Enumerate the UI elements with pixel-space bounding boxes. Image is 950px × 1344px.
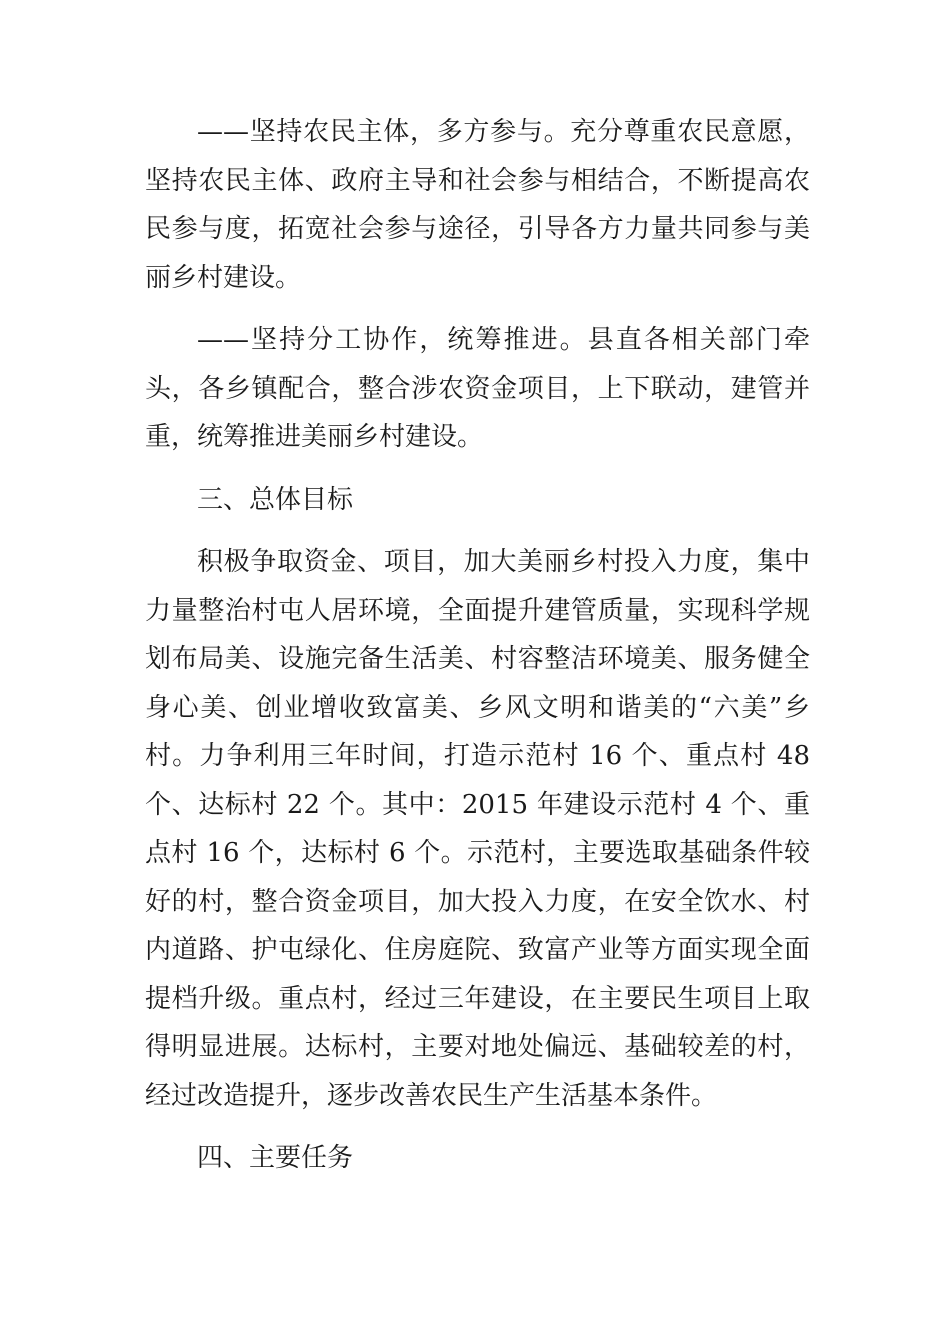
paragraph-principle-coordination: ——坚持分工协作，统筹推进。县直各相关部门牵头，各乡镇配合，整合涉农资金项目，上下联动，建管并重，统筹推进美丽乡村建设。: [145, 325, 810, 452]
section-heading-overall-goal: 三、总体目标: [197, 484, 354, 515]
document-body: [145, 108, 810, 1197]
paragraph-overall-goal: 积极争取资金、项目，加大美丽乡村投入力度，集中力量整治村屯人居环境，全面提升建管质量，实现科学规划布局美、设施完备生活美、村容整洁环境美、服务健全身心美、创业增收致富美、乡风文明和谐美的“六美”乡村。力争利用三年时间，打造示范村 16 个、重点村 48 个、达标村 22 个。其中：2015 年建设示范村 4 个、重点村 16 个，达标村 6 个。示范村，主要选取基础条件较好的村，整合资金项目，加大投入力度，在安全饮水、村内道路、护屯绿化、住房庭院、致富产业等方面实现全面提档升级。重点村，经过三年建设，在主要民生项目上取得明显进展。达标村，主要对地处偏远、基础较差的村，经过改造提升，逐步改善农民生产生活基本条件。: [145, 547, 810, 1111]
section-heading-main-tasks: 四、主要任务: [197, 1143, 354, 1173]
paragraph-principle-farmer: ——坚持农民主体，多方参与。充分尊重农民意愿，坚持农民主体、政府主导和社会参与相结合，不断提高农民参与度，拓宽社会参与途径，引导各方力量共同参与美丽乡村建设。: [145, 117, 810, 293]
